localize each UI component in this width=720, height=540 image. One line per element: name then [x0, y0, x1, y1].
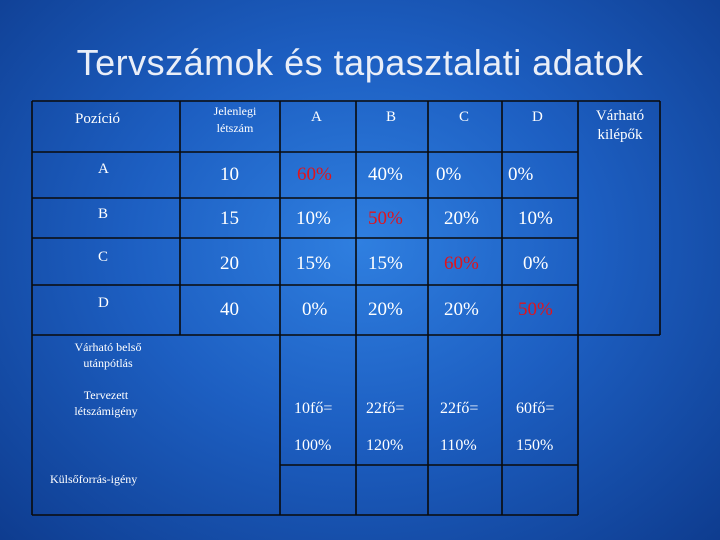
row-label-d: D: [98, 295, 109, 311]
header-col-a: A: [311, 109, 322, 125]
header-col-d: D: [532, 109, 543, 125]
cell-b-a: 10%: [296, 208, 331, 229]
header-jelenlegi-line2: létszám: [216, 121, 254, 135]
header-varhato-line1: Várható: [595, 108, 645, 124]
pct-value-d: 150%: [516, 437, 554, 454]
cell-b-count: 15: [220, 208, 239, 229]
page-title: Tervszámok és tapasztalati adatok: [76, 42, 644, 83]
label-varhato-belso-utanpotlas: [38, 339, 178, 371]
header-jelenlegi-letszam: [205, 103, 265, 137]
fo-value-c: 22fő=: [440, 400, 479, 417]
cell-a-b: 40%: [368, 164, 403, 185]
pct-value-c: 110%: [440, 437, 477, 454]
pct-value-b: 120%: [366, 437, 404, 454]
varhato-belso-line1: Várható belső: [74, 340, 142, 354]
header-pozicio: Pozíció: [75, 111, 120, 127]
row-label-c: C: [98, 249, 109, 265]
cell-a-d: 0%: [508, 164, 534, 185]
header-col-c: C: [459, 109, 470, 125]
cell-d-a: 0%: [302, 299, 328, 320]
cell-a-c: 0%: [436, 164, 462, 185]
cell-c-count: 20: [220, 253, 239, 274]
cell-b-b: 50%: [368, 208, 403, 229]
tervezett-line2: létszámigény: [74, 404, 138, 418]
cell-d-c: 20%: [444, 299, 479, 320]
label-tervezett-letszamigeny: [36, 387, 176, 419]
fo-value-a: 10fő=: [294, 400, 333, 417]
cell-c-c: 60%: [444, 253, 479, 274]
cell-b-c: 20%: [444, 208, 479, 229]
header-col-b: B: [386, 109, 397, 125]
cell-b-d: 10%: [518, 208, 553, 229]
label-kulsoforras-igeny: Külsőforrás-igény: [50, 472, 138, 486]
header-jelenlegi-line1: Jelenlegi: [213, 104, 257, 118]
fo-value-b: 22fő=: [366, 400, 405, 417]
pct-value-a: 100%: [294, 437, 332, 454]
cell-c-b: 15%: [368, 253, 403, 274]
header-varhato-line2: kilépők: [597, 127, 643, 143]
header-varhato-kilepok: [583, 107, 657, 145]
cell-d-b: 20%: [368, 299, 403, 320]
cell-d-count: 40: [220, 299, 239, 320]
cell-a-a: 60%: [297, 164, 332, 185]
cell-c-d: 0%: [523, 253, 549, 274]
varhato-belso-line2: utánpótlás: [83, 356, 133, 370]
row-label-b: B: [98, 206, 109, 222]
cell-d-d: 50%: [518, 299, 553, 320]
cell-a-count: 10: [220, 164, 239, 185]
fo-value-d: 60fő=: [516, 400, 555, 417]
row-label-a: A: [98, 161, 109, 177]
tervezett-line1: Tervezett: [83, 388, 129, 402]
cell-c-a: 15%: [296, 253, 331, 274]
